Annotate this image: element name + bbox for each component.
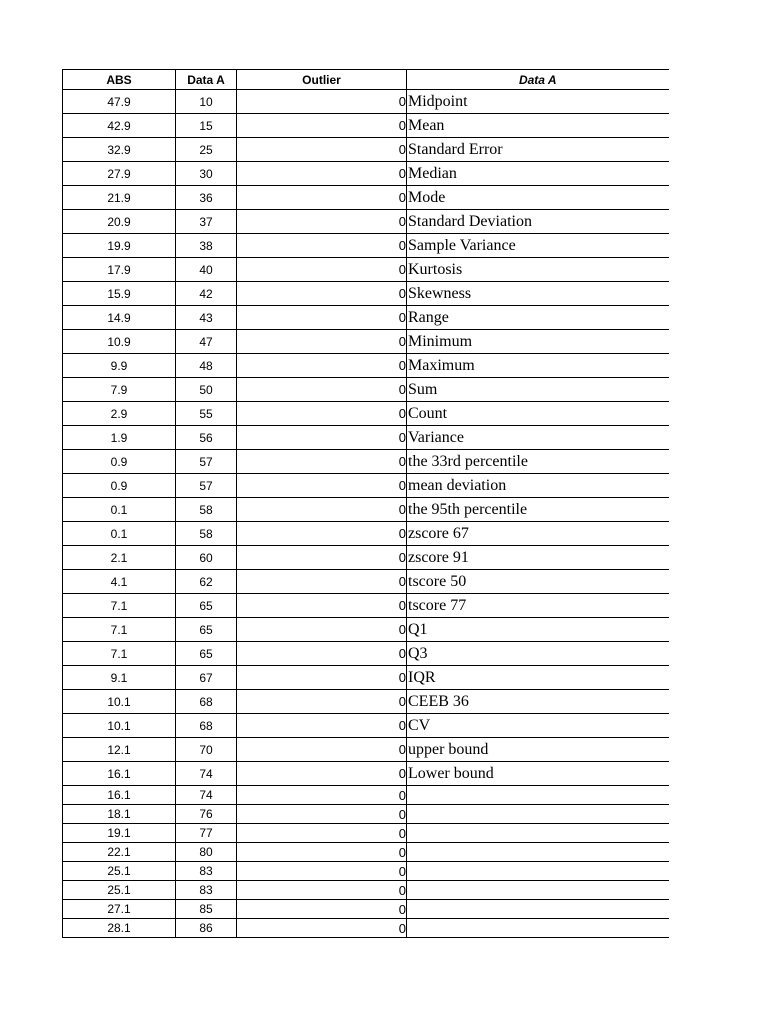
stat-label-cell[interactable] (407, 900, 669, 919)
data-a-cell[interactable]: 30 (176, 162, 237, 186)
stat-label-cell[interactable]: CEEB 36 (407, 690, 669, 714)
stat-label-cell[interactable]: Q1 (407, 618, 669, 642)
data-a-cell[interactable]: 58 (176, 498, 237, 522)
data-a-cell[interactable]: 77 (176, 824, 237, 843)
data-a-cell[interactable]: 10 (176, 90, 237, 114)
data-a-cell[interactable]: 76 (176, 805, 237, 824)
stat-label-cell[interactable] (407, 919, 669, 938)
table-row (63, 919, 669, 938)
abs-cell[interactable]: 27.9 (63, 162, 176, 186)
abs-cell[interactable]: 1.9 (63, 426, 176, 450)
stat-label-cell[interactable]: Range (407, 306, 669, 330)
data-a-cell[interactable]: 65 (176, 594, 237, 618)
data-a-cell[interactable]: 48 (176, 354, 237, 378)
outlier-cell[interactable]: 0 (237, 426, 407, 450)
table-row (63, 210, 669, 234)
table-row (63, 138, 669, 162)
data-a-cell[interactable]: 58 (176, 522, 237, 546)
table-row (63, 666, 669, 690)
outlier-cell[interactable]: 0 (237, 881, 407, 900)
spreadsheet-table (62, 69, 669, 938)
outlier-cell[interactable]: 0 (237, 90, 407, 114)
stat-label-cell[interactable]: the 95th percentile (407, 498, 669, 522)
data-a-cell[interactable]: 86 (176, 919, 237, 938)
abs-cell[interactable]: 25.1 (63, 881, 176, 900)
table-row (63, 402, 669, 426)
table-row (63, 498, 669, 522)
table-row (63, 714, 669, 738)
abs-cell[interactable]: 7.1 (63, 618, 176, 642)
data-a-cell[interactable]: 55 (176, 402, 237, 426)
table-row (63, 786, 669, 805)
table-row (63, 450, 669, 474)
outlier-cell[interactable]: 0 (237, 642, 407, 666)
stat-label-cell[interactable] (407, 862, 669, 881)
table-row (63, 594, 669, 618)
outlier-cell[interactable]: 0 (237, 114, 407, 138)
data-a-cell[interactable]: 60 (176, 546, 237, 570)
outlier-cell[interactable]: 0 (237, 714, 407, 738)
table-row (63, 738, 669, 762)
outlier-cell[interactable]: 0 (237, 762, 407, 786)
outlier-cell[interactable]: 0 (237, 258, 407, 282)
abs-cell[interactable]: 4.1 (63, 570, 176, 594)
stat-label-cell[interactable] (407, 824, 669, 843)
table-row (63, 618, 669, 642)
data-a-cell[interactable]: 80 (176, 843, 237, 862)
data-a-cell[interactable]: 74 (176, 786, 237, 805)
abs-cell[interactable]: 47.9 (63, 90, 176, 114)
abs-cell[interactable]: 7.9 (63, 378, 176, 402)
data-a-cell[interactable]: 50 (176, 378, 237, 402)
outlier-cell[interactable]: 0 (237, 900, 407, 919)
stat-label-cell[interactable] (407, 786, 669, 805)
stat-label-cell[interactable]: Kurtosis (407, 258, 669, 282)
abs-cell[interactable]: 0.1 (63, 522, 176, 546)
data-a-cell[interactable]: 68 (176, 714, 237, 738)
abs-cell[interactable]: 9.9 (63, 354, 176, 378)
data-a-cell[interactable]: 47 (176, 330, 237, 354)
data-a-cell[interactable]: 42 (176, 282, 237, 306)
stat-label-cell[interactable]: Skewness (407, 282, 669, 306)
abs-cell[interactable]: 42.9 (63, 114, 176, 138)
table-row (63, 474, 669, 498)
header-outlier[interactable]: Outlier (237, 70, 407, 90)
outlier-cell[interactable]: 0 (237, 738, 407, 762)
stat-label-cell[interactable]: zscore 91 (407, 546, 669, 570)
abs-cell[interactable]: 0.9 (63, 474, 176, 498)
stat-label-cell[interactable]: tscore 50 (407, 570, 669, 594)
stat-label-cell[interactable] (407, 805, 669, 824)
abs-cell[interactable]: 27.1 (63, 900, 176, 919)
stat-label-cell[interactable]: Maximum (407, 354, 669, 378)
table-row (63, 186, 669, 210)
abs-cell[interactable]: 25.1 (63, 862, 176, 881)
outlier-cell[interactable]: 0 (237, 546, 407, 570)
stat-label-cell[interactable]: Lower bound (407, 762, 669, 786)
table-row (63, 642, 669, 666)
table-row (63, 162, 669, 186)
data-a-cell[interactable]: 57 (176, 474, 237, 498)
stat-label-cell[interactable]: Q3 (407, 642, 669, 666)
data-a-cell[interactable]: 62 (176, 570, 237, 594)
abs-cell[interactable]: 18.1 (63, 805, 176, 824)
data-a-cell[interactable]: 15 (176, 114, 237, 138)
outlier-cell[interactable]: 0 (237, 786, 407, 805)
data-a-cell[interactable]: 36 (176, 186, 237, 210)
stat-label-cell[interactable]: Mode (407, 186, 669, 210)
abs-cell[interactable]: 17.9 (63, 258, 176, 282)
data-a-cell[interactable]: 68 (176, 690, 237, 714)
stat-label-cell[interactable]: mean deviation (407, 474, 669, 498)
table-row (63, 330, 669, 354)
data-a-cell[interactable]: 65 (176, 642, 237, 666)
stat-label-cell[interactable]: Sample Variance (407, 234, 669, 258)
table-row (63, 843, 669, 862)
data-a-cell[interactable]: 43 (176, 306, 237, 330)
stat-label-cell[interactable]: Sum (407, 378, 669, 402)
data-a-cell[interactable]: 25 (176, 138, 237, 162)
outlier-cell[interactable]: 0 (237, 824, 407, 843)
outlier-cell[interactable]: 0 (237, 618, 407, 642)
abs-cell[interactable]: 7.1 (63, 594, 176, 618)
data-a-cell[interactable]: 57 (176, 450, 237, 474)
data-a-cell[interactable]: 67 (176, 666, 237, 690)
data-a-cell[interactable]: 85 (176, 900, 237, 919)
data-a-cell[interactable]: 37 (176, 210, 237, 234)
abs-cell[interactable]: 12.1 (63, 738, 176, 762)
table-row (63, 306, 669, 330)
abs-cell[interactable]: 10.1 (63, 690, 176, 714)
outlier-cell[interactable]: 0 (237, 594, 407, 618)
outlier-cell[interactable]: 0 (237, 186, 407, 210)
data-a-cell[interactable]: 40 (176, 258, 237, 282)
abs-cell[interactable]: 20.9 (63, 210, 176, 234)
outlier-cell[interactable]: 0 (237, 306, 407, 330)
outlier-cell[interactable]: 0 (237, 354, 407, 378)
outlier-cell[interactable]: 0 (237, 805, 407, 824)
stat-label-cell[interactable]: Mean (407, 114, 669, 138)
stat-label-cell[interactable] (407, 881, 669, 900)
data-a-cell[interactable]: 83 (176, 862, 237, 881)
abs-cell[interactable]: 19.1 (63, 824, 176, 843)
abs-cell[interactable]: 16.1 (63, 762, 176, 786)
outlier-cell[interactable]: 0 (237, 378, 407, 402)
abs-cell[interactable]: 10.1 (63, 714, 176, 738)
table-row (63, 546, 669, 570)
table-row (63, 762, 669, 786)
abs-cell[interactable]: 0.9 (63, 450, 176, 474)
table-row (63, 234, 669, 258)
abs-cell[interactable]: 32.9 (63, 138, 176, 162)
table-row (63, 522, 669, 546)
table-row (63, 862, 669, 881)
abs-cell[interactable]: 9.1 (63, 666, 176, 690)
table-row (63, 114, 669, 138)
abs-cell[interactable]: 14.9 (63, 306, 176, 330)
abs-cell[interactable]: 2.1 (63, 546, 176, 570)
abs-cell[interactable]: 7.1 (63, 642, 176, 666)
table-row (63, 900, 669, 919)
outlier-cell[interactable]: 0 (237, 282, 407, 306)
data-a-cell[interactable]: 56 (176, 426, 237, 450)
table-row (63, 690, 669, 714)
stat-label-cell[interactable]: IQR (407, 666, 669, 690)
abs-cell[interactable]: 10.9 (63, 330, 176, 354)
outlier-cell[interactable]: 0 (237, 210, 407, 234)
stat-label-cell[interactable] (407, 843, 669, 862)
table-row (63, 824, 669, 843)
abs-cell[interactable]: 28.1 (63, 919, 176, 938)
abs-cell[interactable]: 15.9 (63, 282, 176, 306)
header-data-a[interactable]: Data A (176, 70, 237, 90)
data-a-cell[interactable]: 83 (176, 881, 237, 900)
stat-label-cell[interactable]: Variance (407, 426, 669, 450)
outlier-cell[interactable]: 0 (237, 234, 407, 258)
stat-label-cell[interactable]: Midpoint (407, 90, 669, 114)
outlier-cell[interactable]: 0 (237, 138, 407, 162)
table-row (63, 881, 669, 900)
table-row (63, 570, 669, 594)
stat-label-cell[interactable]: tscore 77 (407, 594, 669, 618)
header-abs[interactable]: ABS (63, 70, 176, 90)
outlier-cell[interactable]: 0 (237, 522, 407, 546)
data-a-cell[interactable]: 65 (176, 618, 237, 642)
stat-label-cell[interactable]: the 33rd percentile (407, 450, 669, 474)
outlier-cell[interactable]: 0 (237, 330, 407, 354)
outlier-cell[interactable]: 0 (237, 919, 407, 938)
stat-label-cell[interactable]: Count (407, 402, 669, 426)
outlier-cell[interactable]: 0 (237, 474, 407, 498)
header-row (63, 70, 669, 90)
outlier-cell[interactable]: 0 (237, 862, 407, 881)
abs-cell[interactable]: 16.1 (63, 786, 176, 805)
data-a-cell[interactable]: 74 (176, 762, 237, 786)
outlier-cell[interactable]: 0 (237, 402, 407, 426)
table-row (63, 258, 669, 282)
table-row (63, 805, 669, 824)
stat-label-cell[interactable]: Minimum (407, 330, 669, 354)
outlier-cell[interactable]: 0 (237, 690, 407, 714)
table-row (63, 282, 669, 306)
table-row (63, 426, 669, 450)
abs-cell[interactable]: 0.1 (63, 498, 176, 522)
outlier-cell[interactable]: 0 (237, 450, 407, 474)
table-row (63, 354, 669, 378)
stat-label-cell[interactable]: CV (407, 714, 669, 738)
outlier-cell[interactable]: 0 (237, 666, 407, 690)
header-stats-data-a[interactable]: Data A (407, 70, 669, 90)
table-row (63, 378, 669, 402)
abs-cell[interactable]: 2.9 (63, 402, 176, 426)
stat-label-cell[interactable]: Standard Deviation (407, 210, 669, 234)
outlier-cell[interactable]: 0 (237, 498, 407, 522)
abs-cell[interactable]: 22.1 (63, 843, 176, 862)
abs-cell[interactable]: 19.9 (63, 234, 176, 258)
outlier-cell[interactable]: 0 (237, 570, 407, 594)
table-row (63, 90, 669, 114)
stat-label-cell[interactable]: zscore 67 (407, 522, 669, 546)
stat-label-cell[interactable]: Standard Error (407, 138, 669, 162)
stat-label-cell[interactable]: Median (407, 162, 669, 186)
stat-label-cell[interactable]: upper bound (407, 738, 669, 762)
data-a-cell[interactable]: 70 (176, 738, 237, 762)
outlier-cell[interactable]: 0 (237, 162, 407, 186)
abs-cell[interactable]: 21.9 (63, 186, 176, 210)
outlier-cell[interactable]: 0 (237, 843, 407, 862)
data-a-cell[interactable]: 38 (176, 234, 237, 258)
